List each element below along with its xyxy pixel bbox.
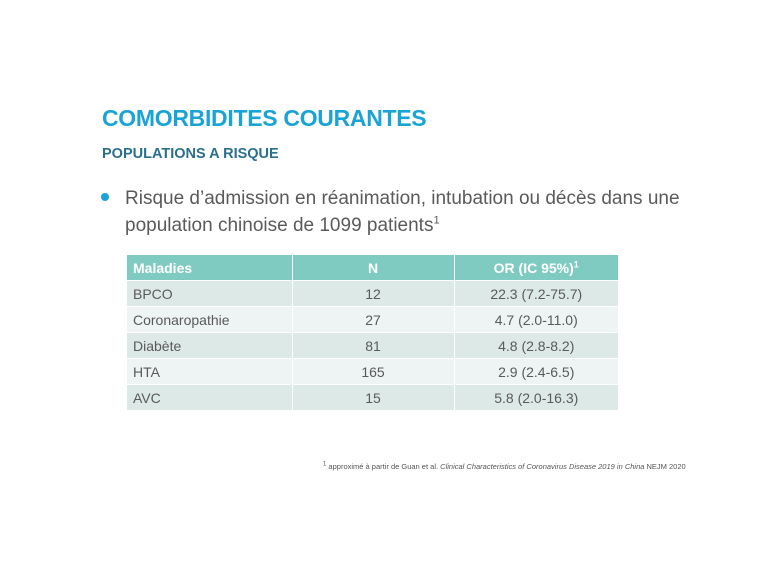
slide-title: COMORBIDITES COURANTES — [102, 105, 427, 131]
cell-maladie: HTA — [127, 359, 292, 385]
cell-or: 22.3 (7.2-75.7) — [454, 281, 618, 307]
cell-maladie: AVC — [127, 385, 292, 411]
cell-n: 12 — [292, 281, 454, 307]
cell-n: 27 — [292, 307, 454, 333]
table-header-row — [127, 255, 618, 281]
footnote-journal: NEJM 2020 — [644, 462, 686, 471]
cell-or: 4.8 (2.8-8.2) — [454, 333, 618, 359]
cell-n: 15 — [292, 385, 454, 411]
footnote-article-title: Clinical Characteristics of Coronavirus Disease 2019 in China — [440, 462, 645, 471]
header-maladies-label: Maladies — [133, 259, 193, 276]
bullet-text: Risque d’admission en réanimation, intubation ou décès dans une population chinoise de 1099 patients — [125, 188, 680, 236]
header-n — [292, 255, 454, 281]
table-row — [127, 385, 618, 411]
cell-maladie: Diabète — [127, 333, 292, 359]
table-row — [127, 281, 618, 307]
cell-n: 81 — [292, 333, 454, 359]
header-or — [454, 255, 618, 281]
footnote — [323, 462, 686, 471]
cell-or: 5.8 (2.0-16.3) — [454, 385, 618, 411]
bullet-footnote-ref: 1 — [433, 214, 440, 227]
header-or-label: OR (IC 95%) — [493, 259, 574, 276]
header-n-label: N — [367, 259, 379, 276]
header-maladies — [127, 255, 292, 281]
footnote-prefix: approximé à partir de Guan et al. — [326, 462, 441, 471]
table-row — [127, 307, 618, 333]
bullet-text-block — [125, 185, 715, 239]
comorbidity-table — [127, 255, 618, 410]
cell-maladie: BPCO — [127, 281, 292, 307]
footnote-marker: 1 — [323, 461, 327, 468]
table-row — [127, 359, 618, 385]
cell-maladie: Coronaropathie — [127, 307, 292, 333]
cell-n: 165 — [292, 359, 454, 385]
cell-or: 2.9 (2.4-6.5) — [454, 359, 618, 385]
bullet-dot-icon — [101, 193, 109, 201]
cell-or: 4.7 (2.0-11.0) — [454, 307, 618, 333]
table-row — [127, 333, 618, 359]
header-or-footnote-ref: 1 — [573, 258, 579, 269]
slide-subtitle: POPULATIONS A RISQUE — [102, 146, 279, 162]
